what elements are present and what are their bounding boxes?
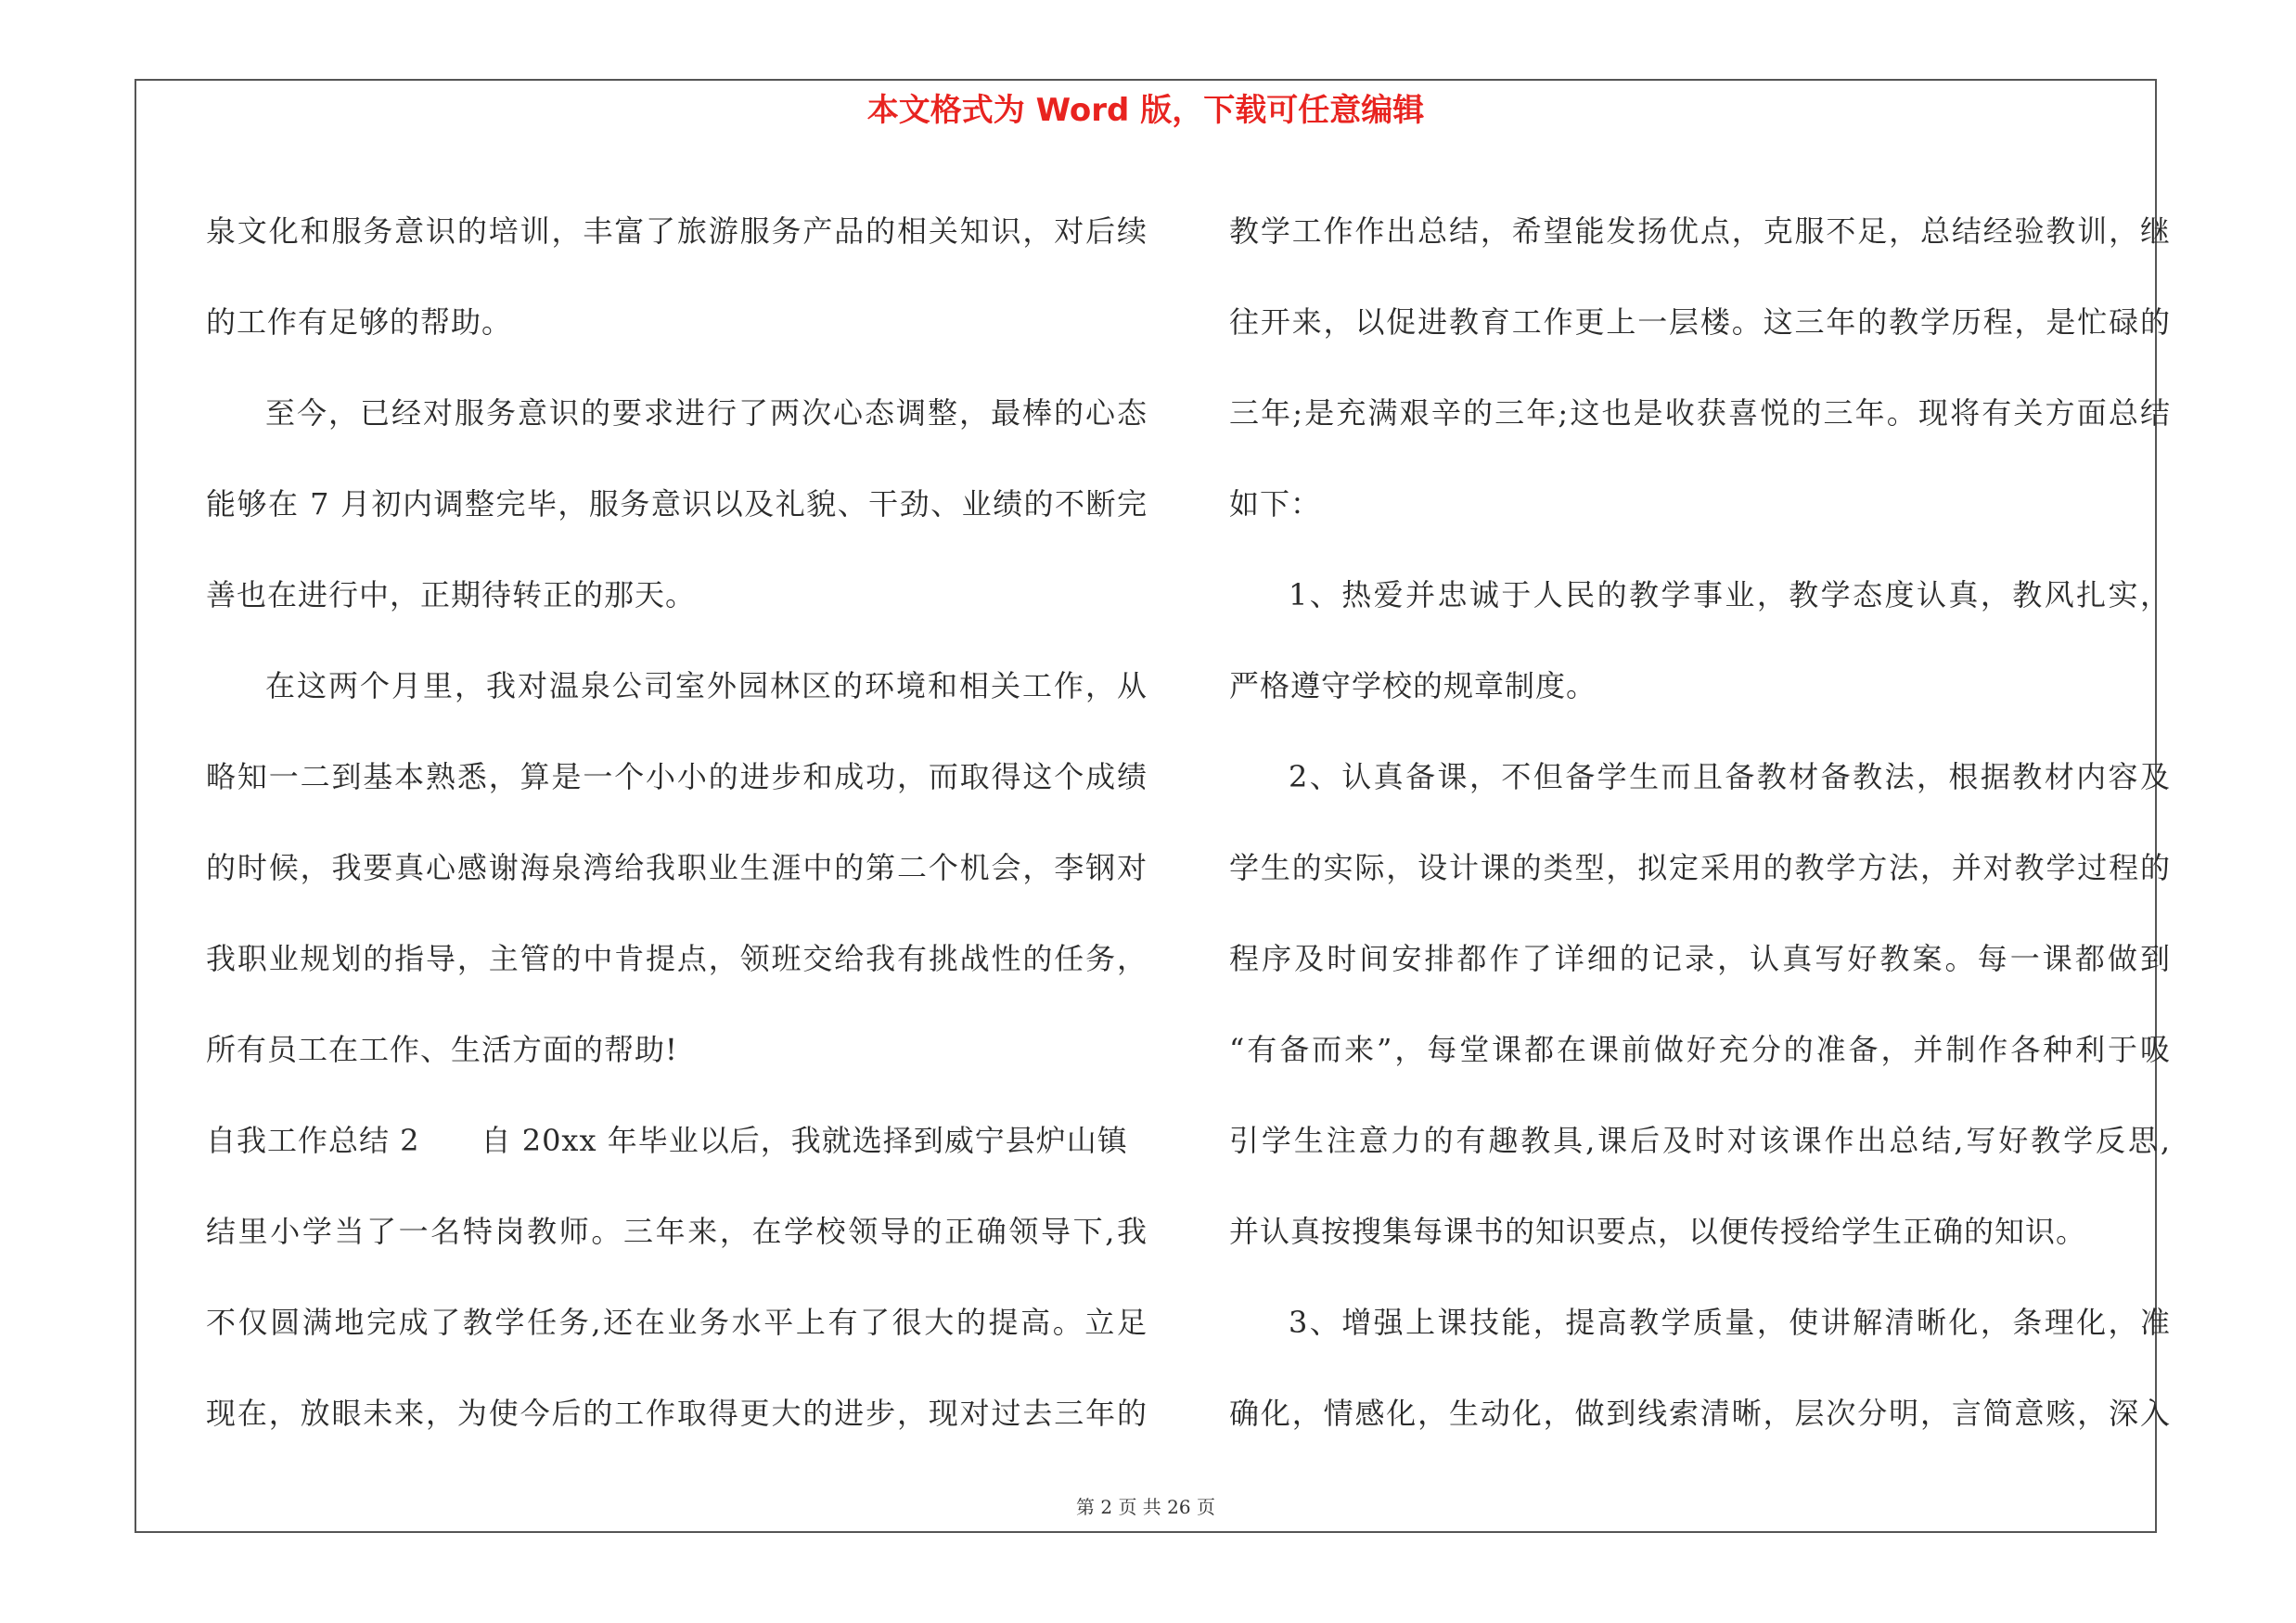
text-line: 善也在进行中，正期待转正的那天。 <box>206 577 697 612</box>
text-line: 的工作有足够的帮助。 <box>206 304 513 340</box>
text-line: 1、热爱并忠诚于人民的教学事业，教学态度认真，教风扎实， <box>1289 577 2171 612</box>
text-line: 学生的实际，设计课的类型，拟定采用的教学方法，并对教学过程的 <box>1229 850 2171 885</box>
text-line: 3、增强上课技能，提高教学质量，使讲解清晰化，条理化，准 <box>1289 1305 2171 1340</box>
text-line: 至今，已经对服务意识的要求进行了两次心态调整，最棒的心态 <box>265 395 1148 431</box>
text-line: 不仅圆满地完成了教学任务,还在业务水平上有了很大的提高。立足 <box>206 1305 1148 1340</box>
text-line: 现在，放眼未来，为使今后的工作取得更大的进步，现对过去三年的 <box>206 1396 1148 1431</box>
right-column <box>1229 186 2171 1459</box>
text-line: “有备而来”，每堂课都在课前做好充分的准备，并制作各种利于吸 <box>1229 1032 2171 1067</box>
text-line: 严格遵守学校的规章制度。 <box>1229 668 1597 703</box>
text-line: 略知一二到基本熟悉，算是一个小小的进步和成功，而取得这个成绩 <box>206 759 1148 794</box>
text-line: 三年;是充满艰辛的三年;这也是收获喜悦的三年。现将有关方面总结 <box>1229 395 2171 431</box>
text-line: 教学工作作出总结，希望能发扬优点，克服不足，总结经验教训，继 <box>1229 213 2171 249</box>
text-line: 往开来，以促进教育工作更上一层楼。这三年的教学历程，是忙碌的 <box>1229 304 2171 340</box>
text-line: 我职业规划的指导，主管的中肯提点，领班交给我有挑战性的任务， <box>206 941 1148 976</box>
format-banner: 本文格式为 Word 版，下载可任意编辑 <box>866 92 1425 129</box>
text-line: 能够在 7 月初内调整完毕，服务意识以及礼貌、干劲、业绩的不断完 <box>206 486 1148 522</box>
text-line: 程序及时间安排都作了详细的记录，认真写好教案。每一课都做到 <box>1229 941 2171 976</box>
text-line: 确化，情感化，生动化，做到线索清晰，层次分明，言简意赅，深入 <box>1229 1396 2171 1431</box>
text-line: 所有员工在工作、生活方面的帮助! <box>206 1032 678 1067</box>
text-line: 引学生注意力的有趣教具,课后及时对该课作出总结,写好教学反思, <box>1229 1123 2171 1158</box>
text-line: 在这两个月里，我对温泉公司室外园林区的环境和相关工作，从 <box>265 668 1148 703</box>
text-line: 如下： <box>1229 486 1322 522</box>
text-line: 自我工作总结 2 自 20xx 年毕业以后，我就选择到威宁县炉山镇 <box>206 1123 1128 1158</box>
text-line: 2、认真备课，不但备学生而且备教材备教法，根据教材内容及 <box>1289 759 2171 794</box>
text-line: 的时候，我要真心感谢海泉湾给我职业生涯中的第二个机会，李钢对 <box>206 850 1148 885</box>
left-column <box>206 186 1148 1459</box>
text-line: 结里小学当了一名特岗教师。三年来，在学校领导的正确领导下,我 <box>206 1214 1148 1249</box>
text-line: 并认真按搜集每课书的知识要点，以便传授给学生正确的知识。 <box>1229 1214 2087 1249</box>
text-line: 泉文化和服务意识的培训，丰富了旅游服务产品的相关知识，对后续 <box>206 213 1148 249</box>
page-number: 第 2 页 共 26 页 <box>1076 1496 1215 1518</box>
